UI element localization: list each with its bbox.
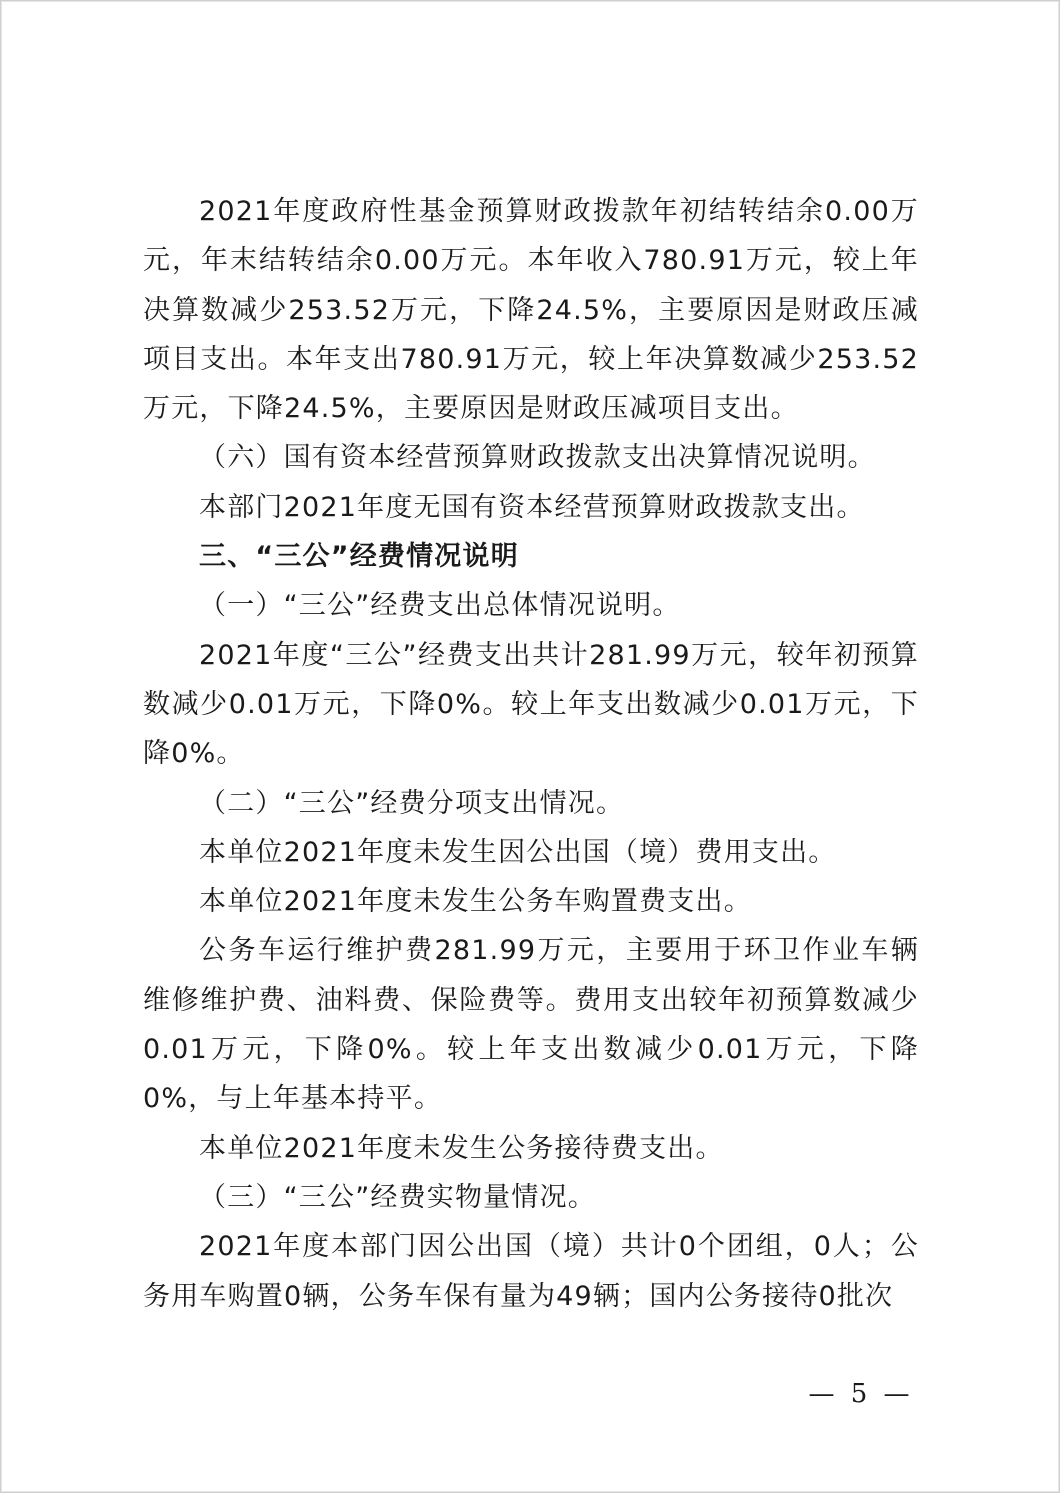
subheading-physical: （三）“三公”经费实物量情况。 xyxy=(199,1181,596,1213)
paragraph-fund-budget: 2021年度政府性基金预算财政拨款年初结转结余0.00万元，年末结转结余0.00万元。本年收入780.91万元，较上年决算数减少253.52万元，下降24.5%，主要原因是财政压减项目支出。本年支出780.91万元，较上年决算数减少253.52万元，下降24.5%，主要原因是财政压减项目支出。 xyxy=(143,196,919,425)
body-text xyxy=(143,187,919,1321)
paragraph-overall: 2021年度“三公”经费支出共计281.99万元，较年初预算数减少0.01万元，下降0%。较上年支出数减少0.01万元，下降0%。 xyxy=(143,639,919,770)
paragraph-vehicle-maintenance: 公务车运行维护费281.99万元，主要用于环卫作业车辆维修维护费、油料费、保险费等。费用支出较年初预算数减少0.01万元，下降0%。较上年支出数减少0.01万元，下降0%，与上年基本持平。 xyxy=(143,935,919,1115)
paragraph-reception: 本单位2021年度未发生公务接待费支出。 xyxy=(199,1132,724,1164)
paragraph-vehicle-purchase: 本单位2021年度未发生公务车购置费支出。 xyxy=(199,886,752,918)
subheading-overall: （一）“三公”经费支出总体情况说明。 xyxy=(199,590,681,622)
paragraph-state-capital: 本部门2021年度无国有资本经营预算财政拨款支出。 xyxy=(199,491,865,523)
subheading-itemized: （二）“三公”经费分项支出情况。 xyxy=(199,787,625,819)
page-number: — 5 — xyxy=(808,1379,914,1409)
subheading-state-capital: （六）国有资本经营预算财政拨款支出决算情况说明。 xyxy=(199,442,876,474)
section-heading-three-public: 三、“三公”经费情况说明 xyxy=(199,541,519,573)
paragraph-overseas: 本单位2021年度未发生因公出国（境）费用支出。 xyxy=(199,836,837,868)
paragraph-physical: 2021年度本部门因公出国（境）共计0个团组，0人；公务用车购置0辆，公务车保有量为49辆；国内公务接待0批次 xyxy=(143,1231,919,1312)
